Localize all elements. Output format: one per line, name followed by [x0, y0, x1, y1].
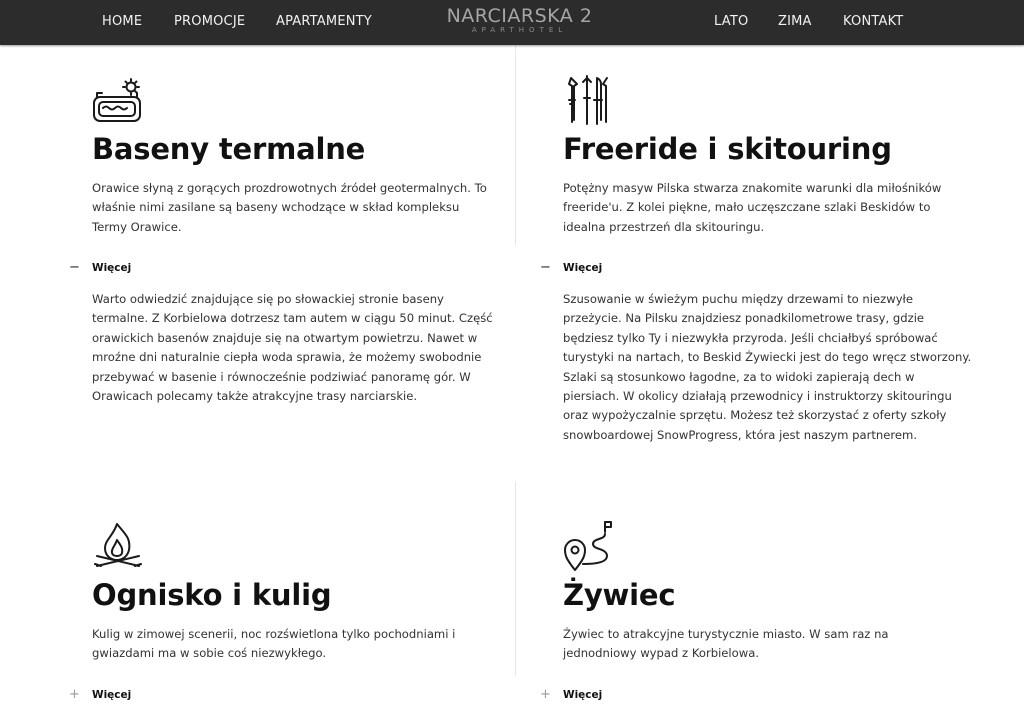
- campfire-icon: [91, 520, 145, 574]
- more-toggle[interactable]: [540, 687, 620, 703]
- plus-icon: +: [540, 687, 551, 702]
- column-divider: [515, 482, 516, 676]
- route-pin-icon: [563, 518, 615, 576]
- card-title: Baseny termalne: [92, 132, 366, 166]
- plus-icon: +: [69, 687, 80, 702]
- nav-lato[interactable]: LATO: [714, 14, 749, 29]
- column-divider: [515, 45, 516, 245]
- more-label: Więcej: [563, 262, 603, 274]
- nav-apartamenty[interactable]: APARTAMENTY: [276, 14, 372, 29]
- logo-subtitle: APARTHOTEL: [471, 26, 568, 34]
- card-title: Freeride i skitouring: [563, 132, 892, 166]
- logo-title: NARCIARSKA 2: [446, 5, 593, 27]
- thermal-pool-icon: [91, 78, 143, 128]
- nav-home[interactable]: HOME: [102, 14, 143, 29]
- more-toggle[interactable]: [69, 687, 149, 703]
- skis-icon: [563, 74, 611, 130]
- card-description: Kulig w zimowej scenerii, noc rozświetlona tylko pochodniami i gwiazdami ma w sobie coś niezwykłego.: [92, 627, 456, 661]
- card-title: Ognisko i kulig: [92, 578, 332, 612]
- nav-promocje[interactable]: PROMOCJE: [174, 14, 246, 29]
- nav-kontakt[interactable]: KONTAKT: [843, 14, 904, 29]
- top-navigation: [0, 0, 1024, 45]
- more-label: Więcej: [563, 689, 603, 701]
- minus-icon: −: [69, 260, 80, 275]
- more-toggle[interactable]: [540, 260, 620, 276]
- card-description: Potężny masyw Pilska stwarza znakomite warunki dla miłośników freeride'u. Z kolei piękne, mało uczęszczane szlaki Beskidów to idealna przestrzeń dla skitouringu.: [563, 181, 942, 234]
- card-description: Orawice słyną z gorących prozdrowotnych źródeł geotermalnych. To właśnie nimi zasilane są baseny wchodzące w skład kompleksu Termy Orawice.: [92, 181, 487, 234]
- card-title: Żywiec: [563, 578, 676, 612]
- minus-icon: −: [540, 260, 551, 275]
- card-description: Żywiec to atrakcyjne turystycznie miasto. W sam raz na jednodniowy wypad z Korbielowa.: [563, 627, 889, 661]
- card-more-text: Szusowanie w świeżym puchu między drzewami to niezwyłe przeżycie. Na Pilsku znajdziesz ponadkilometrowe trasy, gdzie będziesz tylko Ty i niezwykła przyroda. Jeśli chciałbyś spróbować turystyki na nartach, to Beskid Żywiecki jest do tego wręcz stworzony. Szlaki są stosunkowo łagodne, za to widoki zapierają dech w piersiach. W okolicy działają przewodnicy i instruktorzy skitouringu oraz wypożyczalnie sprzętu. Możesz też skorzystać z oferty szkoły snowboardowej SnowProgress, która jest naszym partnerem.: [563, 292, 972, 442]
- more-toggle[interactable]: [69, 260, 149, 276]
- more-label: Więcej: [92, 689, 132, 701]
- nav-zima[interactable]: ZIMA: [778, 14, 812, 29]
- more-label: Więcej: [92, 262, 132, 274]
- card-more-text: Warto odwiedzić znajdujące się po słowackiej stronie baseny termalne. Z Korbielowa dotrzesz tam autem w ciągu 50 minut. Część orawickich basenów znajduje się na otwartym powietrzu. Nawet w mroźne dni naturalnie ciepła woda sprawia, że możemy swobodnie przebywać w basenie i równocześnie podziwiać panoramę gór. W Orawicach polecamy także atrakcyjne trasy narciarskie.: [92, 292, 493, 404]
